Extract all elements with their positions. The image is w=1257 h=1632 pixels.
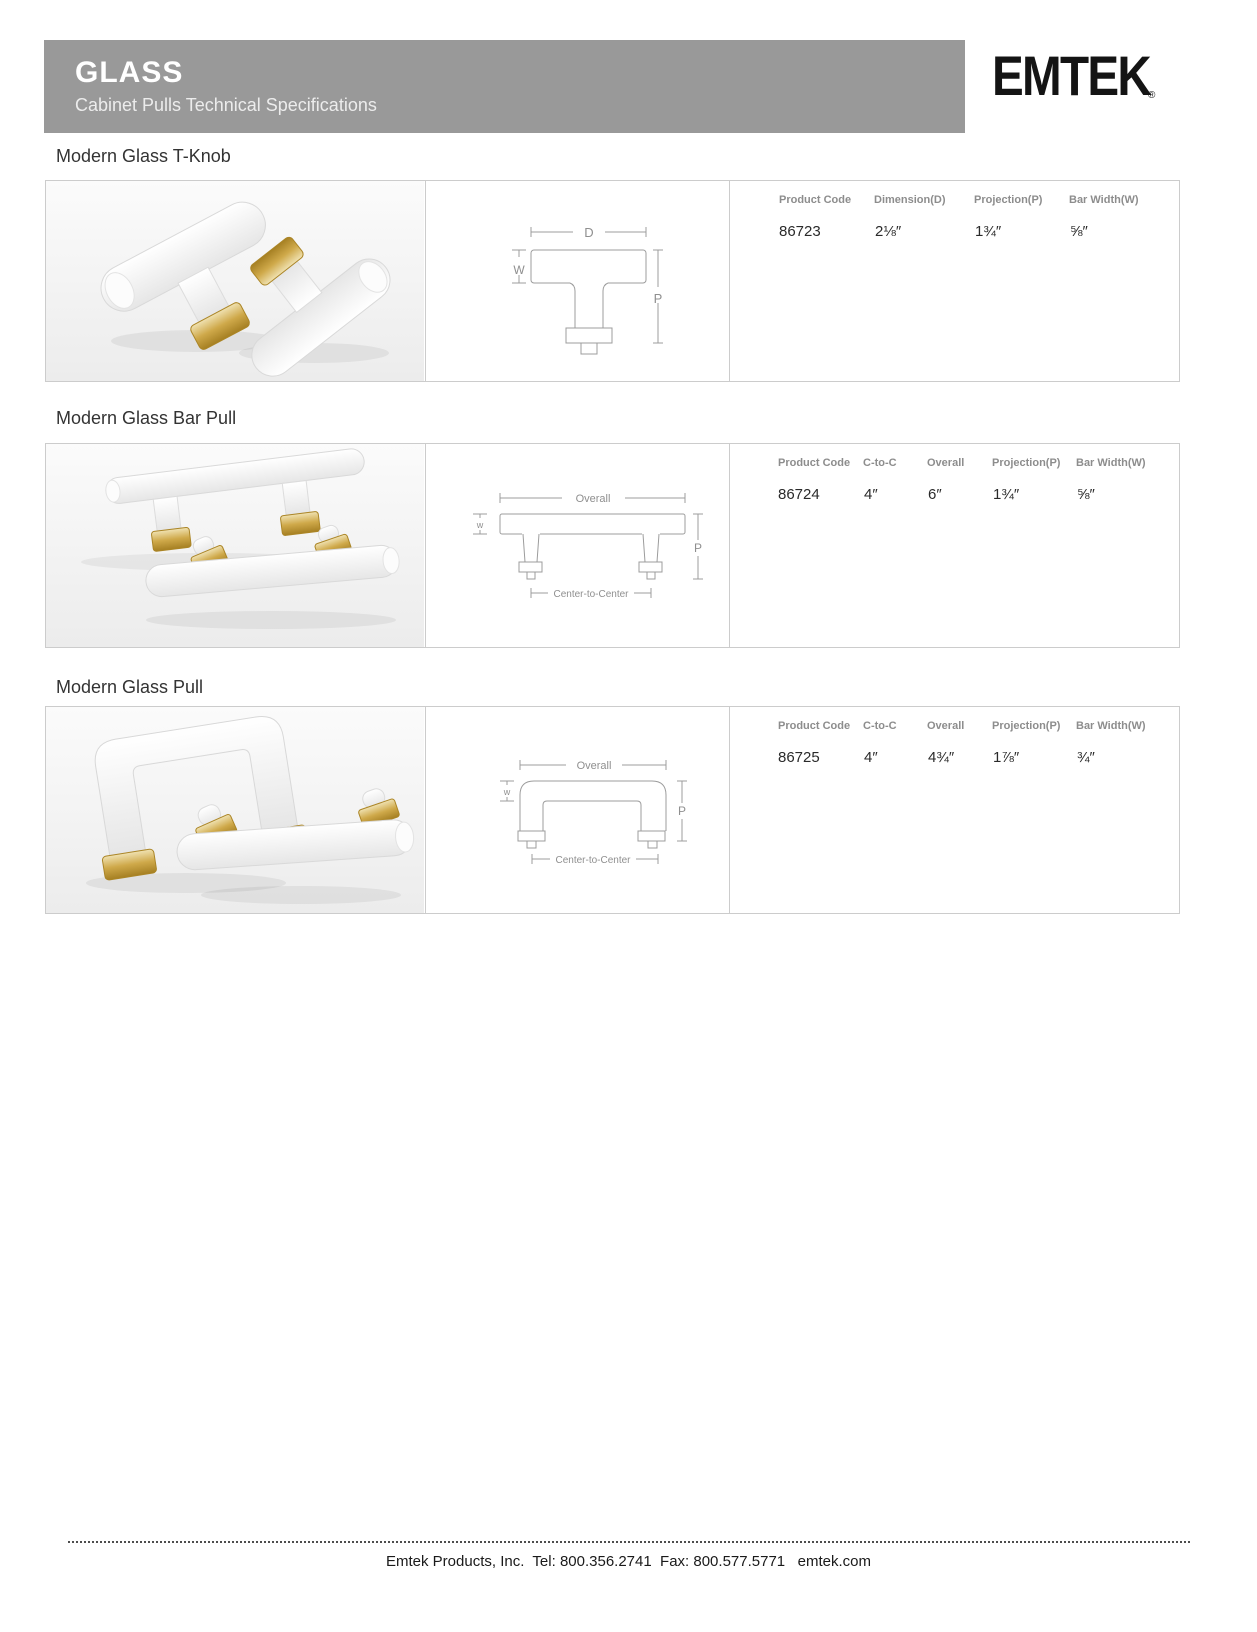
pull-spec-table	[730, 707, 1179, 913]
col-header-overall: Overall	[927, 457, 965, 469]
dim-label-p: P	[693, 541, 703, 555]
cell-dimension: 2⅛″	[875, 223, 902, 240]
dim-label-w: w	[503, 787, 511, 797]
section-heading-bar-pull: Modern Glass Bar Pull	[56, 408, 237, 428]
dim-label-w: W	[513, 263, 525, 277]
cell-product-code: 86724	[778, 486, 820, 503]
pull-photo	[46, 707, 424, 913]
bar-pull-photo	[46, 444, 424, 647]
dim-label-center-to-center: Center-to-Center	[555, 855, 631, 866]
dim-label-p: P	[653, 291, 663, 306]
col-header-product-code: Product Code	[778, 457, 851, 469]
cell-projection: 1¾″	[993, 486, 1020, 503]
footer-dotted-divider	[68, 1541, 1190, 1543]
bar-pull-diagram	[426, 444, 728, 647]
col-header-bar-width: Bar Width(W)	[1076, 720, 1146, 732]
col-header-c-to-c: C-to-C	[863, 720, 897, 732]
page-title: GLASS	[75, 56, 184, 89]
cell-projection: 1⅞″	[993, 749, 1020, 766]
col-header-projection: Projection(P)	[992, 457, 1061, 469]
dim-label-d: D	[584, 225, 594, 240]
t-knob-photo-panel	[46, 181, 426, 381]
col-header-bar-width: Bar Width(W)	[1076, 457, 1146, 469]
t-knob-spec-table	[730, 181, 1179, 381]
dim-label-p: P	[677, 804, 687, 818]
cell-product-code: 86725	[778, 749, 820, 766]
cell-product-code: 86723	[779, 223, 821, 240]
footer-contact-info: Emtek Products, Inc. Tel: 800.356.2741 Fax: 800.577.5771 emtek.com	[385, 1553, 871, 1570]
col-header-product-code: Product Code	[778, 720, 851, 732]
cell-c-to-c: 4″	[864, 749, 878, 766]
dim-label-overall: Overall	[575, 493, 611, 505]
bar-pull-photo-panel	[46, 444, 426, 647]
header-banner	[44, 40, 965, 133]
dim-label-center-to-center: Center-to-Center	[553, 589, 629, 600]
col-header-projection: Projection(P)	[992, 720, 1061, 732]
pull-diagram	[426, 707, 728, 913]
bar-pull-diagram-panel	[426, 444, 730, 647]
cell-overall: 6″	[928, 486, 942, 503]
cell-bar-width: ⅝″	[1070, 223, 1088, 240]
t-knob-diagram	[426, 181, 728, 381]
registered-trademark-icon: ®	[1148, 90, 1156, 101]
col-header-overall: Overall	[927, 720, 965, 732]
section-heading-t-knob: Modern Glass T-Knob	[56, 146, 231, 166]
t-knob-diagram-panel	[426, 181, 730, 381]
cell-projection: 1¾″	[975, 223, 1002, 240]
col-header-bar-width: Bar Width(W)	[1069, 194, 1139, 206]
section-row-t-knob	[45, 180, 1180, 382]
section-row-bar-pull	[45, 443, 1180, 648]
t-knob-photo	[46, 181, 424, 381]
cell-overall: 4¾″	[928, 749, 955, 766]
cell-bar-width: ¾″	[1077, 749, 1095, 766]
pull-photo-panel	[46, 707, 426, 913]
section-heading-pull: Modern Glass Pull	[56, 677, 204, 697]
dim-label-overall: Overall	[576, 760, 612, 772]
cell-c-to-c: 4″	[864, 486, 878, 503]
col-header-c-to-c: C-to-C	[863, 457, 897, 469]
bar-pull-spec-table	[730, 444, 1179, 647]
emtek-logo	[992, 44, 1192, 107]
section-row-pull	[45, 706, 1180, 914]
col-header-projection: Projection(P)	[974, 194, 1043, 206]
dim-label-w: w	[476, 520, 484, 530]
cell-bar-width: ⅝″	[1077, 486, 1095, 503]
col-header-dimension: Dimension(D)	[874, 194, 946, 206]
emtek-logo-text: EMTEK	[992, 44, 1151, 107]
pull-diagram-panel	[426, 707, 730, 913]
col-header-product-code: Product Code	[779, 194, 852, 206]
page-subtitle: Cabinet Pulls Technical Specifications	[75, 95, 377, 115]
